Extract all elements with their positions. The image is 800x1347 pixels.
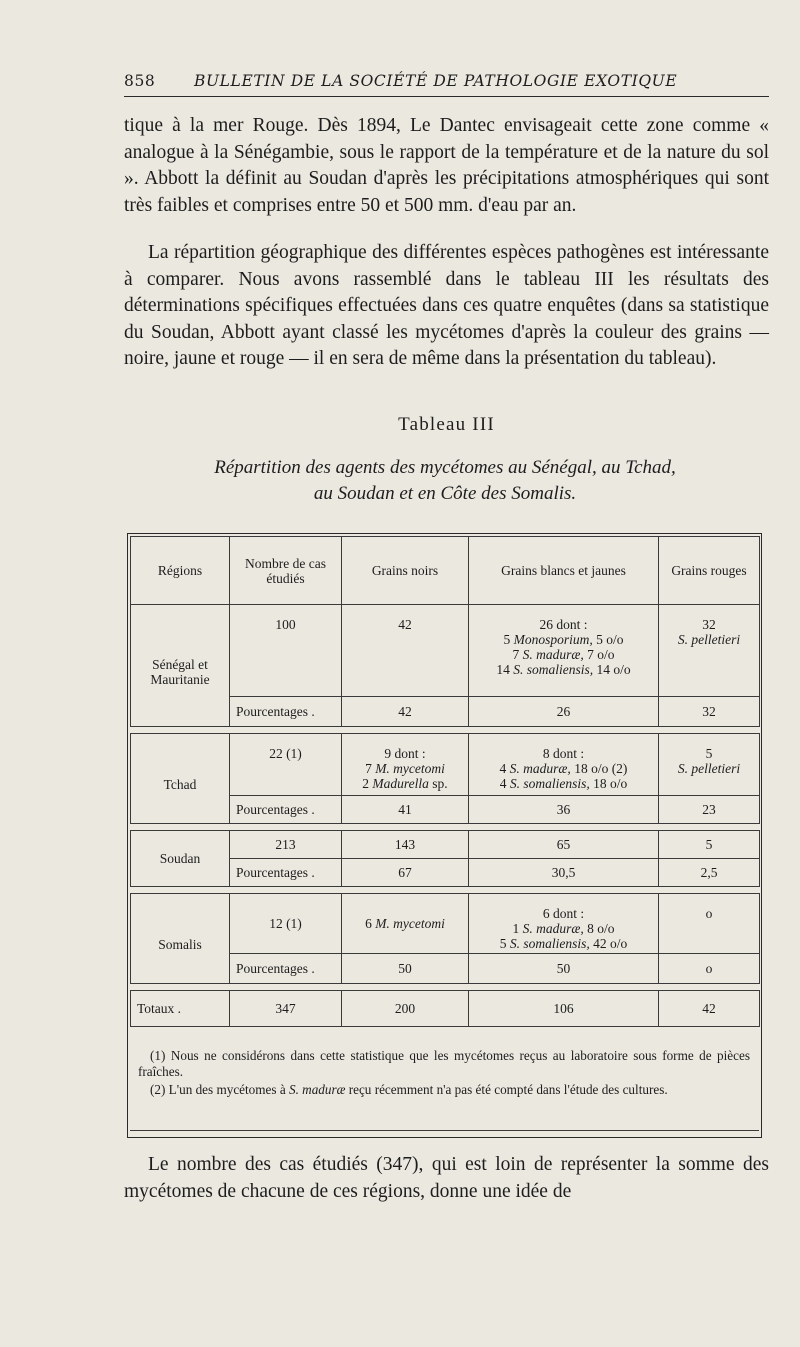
cell-line [473,776,654,791]
pct-white-yellow: 26 [469,697,659,727]
cell-red: 5 [659,831,760,859]
species: S. somaliensis, [509,776,590,791]
table-row-totals [131,991,760,1027]
row-gap [131,824,760,831]
cell-line: 5 [705,746,713,761]
percent: 5 o/o [596,632,624,647]
table-row-soudan [131,831,760,859]
cell-cases: 12 (1) [230,894,342,954]
region-somalis: Somalis [131,894,230,984]
header-cases: Nombre de cas étudiés [230,537,342,605]
pct-black: 42 [342,697,469,727]
species: Monosporium, [513,632,593,647]
header-red-grains: Grains rouges [659,537,760,605]
pct-red: 23 [659,796,760,824]
percent: 7 o/o [587,647,615,662]
region-tchad: Tchad [131,734,230,824]
cell-line: 8 dont : [542,746,585,761]
distribution-table [130,536,760,1027]
percent: 14 o/o [596,662,631,677]
count: 7 [365,761,372,776]
cell-line [473,936,654,951]
cell-white-yellow [469,605,659,697]
footnote-2-part: reçu récemment n'a pas été compté dans l'étude des cultures. [348,1082,668,1097]
region-label: Sénégal et Mauritanie [150,656,210,687]
suffix: sp. [432,776,448,791]
total-white-yellow: 106 [469,991,659,1027]
species: S. maduræ, [522,647,584,662]
species: S. somaliensis, [509,936,590,951]
count: 6 [365,916,372,931]
row-gap [131,727,760,734]
count: 1 [512,921,520,936]
pct-label: Pourcentages . [230,954,342,984]
cell-white-yellow [469,894,659,954]
count: 5 [499,936,507,951]
cell-line [473,647,654,662]
gap-cell [131,824,760,831]
table-footnotes [138,1048,750,1098]
row-gap [131,984,760,991]
cell-line: S. pelletieri [677,761,741,776]
species: S. maduræ, [509,761,571,776]
paragraph-2: La répartition géographique des différentes espèces pathogènes est intéressante à comparer. Nous avons rassemblé dans le tableau III les résultats des déterminations spécifiques effectuées dans ces quatre enquêtes (dans sa statistique du Soudan, Abbott ayant classé les mycétomes d'après la couleur des grains — noire, jaune et rouge — il en sera de même dans la présentation du tableau). [124,242,769,369]
pct-white-yellow: 50 [469,954,659,984]
table-caption-line-1: Répartition des agents des mycétomes au Sénégal, au Tchad, [214,457,676,478]
gap-cell [131,887,760,894]
pct-red: 32 [659,697,760,727]
running-head [124,72,769,97]
cell-line [346,761,464,776]
header-white-yellow-grains: Grains blancs et jaunes [469,537,659,605]
cell-black [342,894,469,954]
pct-white-yellow: 36 [469,796,659,824]
count: 4 [499,776,507,791]
page-number: 858 [124,72,156,90]
total-black: 200 [342,991,469,1027]
total-cases: 347 [230,991,342,1027]
header-black-grains: Grains noirs [342,537,469,605]
table-bottom-rule [130,1130,759,1131]
species: M. mycetomi [375,916,445,931]
table-row-tchad [131,734,760,796]
cell-black: 143 [342,831,469,859]
cell-black [342,734,469,796]
pct-red: 2,5 [659,859,760,887]
species: S. somaliensis, [513,662,594,677]
count: 5 [503,632,511,647]
table-title: Tableau III [398,414,495,435]
region-senegal [131,605,230,727]
pct-label: Pourcentages . [230,697,342,727]
cell-cases: 213 [230,831,342,859]
cell-white-yellow: 65 [469,831,659,859]
cell-line [346,776,464,791]
species: S. maduræ, [522,921,584,936]
table-row-somalis [131,894,760,954]
cell-line: 32 [702,617,716,632]
cell-line: 26 dont : [539,617,588,632]
footnote-2 [138,1082,750,1098]
table-caption-line-2: au Soudan et en Côte des Somalis. [313,483,577,504]
row-gap [131,887,760,894]
count: 4 [499,761,507,776]
footnote-1: (1) Nous ne considérons dans cette statistique que les mycétomes reçus au laboratoire sous forme de pièces fraîches. [138,1048,750,1079]
percent: 18 o/o [593,776,628,791]
journal-title: BULLETIN DE LA SOCIÉTÉ DE PATHOLOGIE EXOTIQUE [194,72,678,90]
totals-label: Totaux . [131,991,230,1027]
count: 7 [512,647,520,662]
pct-white-yellow: 30,5 [469,859,659,887]
count: 14 [496,662,510,677]
percent: 8 o/o [587,921,615,936]
table-row-senegal [131,605,760,697]
gap-cell [131,727,760,734]
paragraph-1: tique à la mer Rouge. Dès 1894, Le Dantec envisageait cette zone comme « analogue à la Sénégambie, sous le rapport de la température et de la nature du sol ». Abbott la définit au Soudan d'après les précipitations atmosphériques qui sont très faibles et comprises entre 50 et 500 mm. d'eau par an. [124,115,769,216]
cell-red [659,605,760,697]
total-red: 42 [659,991,760,1027]
header-regions: Régions [131,537,230,605]
cell-line [473,632,654,647]
cell-cases: 100 [230,605,342,697]
pct-black: 67 [342,859,469,887]
cell-black: 42 [342,605,469,697]
count: 2 [362,776,370,791]
species: Madurella [372,776,429,791]
cell-red: o [659,894,760,954]
cell-line [473,761,654,776]
cell-line [473,662,654,677]
cell-line: S. pelletieri [677,632,741,647]
pct-label: Pourcentages . [230,796,342,824]
cell-red [659,734,760,796]
pct-black: 41 [342,796,469,824]
species: M. mycetomi [375,761,445,776]
cell-line: 6 dont : [542,906,585,921]
pct-label: Pourcentages . [230,859,342,887]
percent: 42 o/o [593,936,628,951]
pct-black: 50 [342,954,469,984]
footnote-2-part: (2) L'un des mycétomes à [150,1082,286,1097]
cell-line [473,921,654,936]
region-soudan: Soudan [131,831,230,887]
table-caption [150,455,740,507]
cell-line: 9 dont : [384,746,426,761]
table-header-row [131,537,760,605]
pct-red: o [659,954,760,984]
gap-cell [131,984,760,991]
paragraph-3: Le nombre des cas étudiés (347), qui est loin de représenter la somme des mycétomes de chacune de ces régions, donne une idée de [124,1154,769,1202]
cell-cases: 22 (1) [230,734,342,796]
footnote-2-species: S. maduræ [288,1082,346,1097]
percent: 18 o/o (2) [574,761,628,776]
cell-white-yellow [469,734,659,796]
